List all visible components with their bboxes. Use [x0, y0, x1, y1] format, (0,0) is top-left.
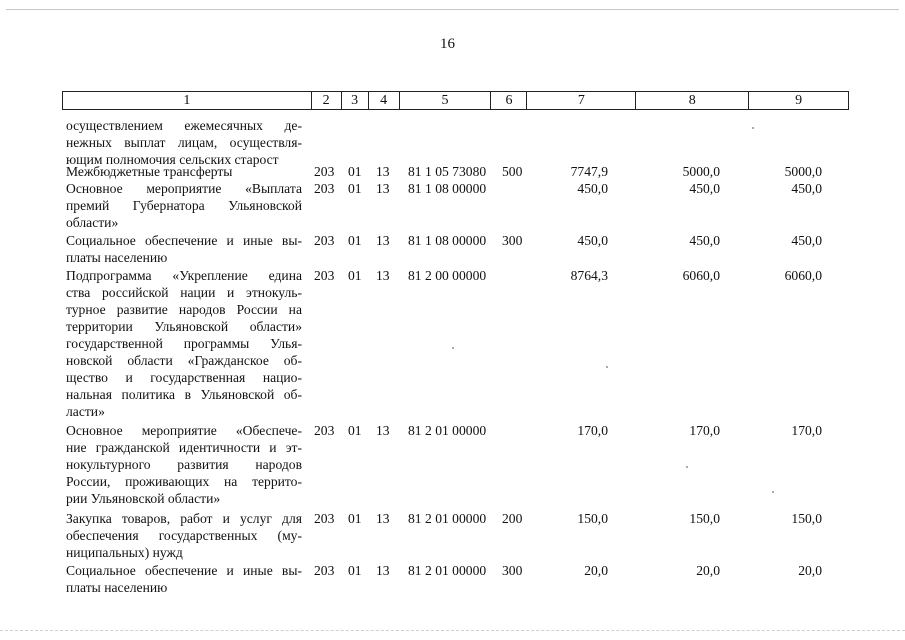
header-col-3: 3	[342, 92, 369, 109]
cell-c5: 81 2 01 00000	[408, 563, 487, 578]
row-name-line: обеспечения государственных (му-	[66, 528, 302, 543]
row-name-line: Социальное обеспечение и иные вы-	[66, 233, 302, 248]
header-col-1: 1	[63, 92, 312, 109]
bottom-rule	[0, 630, 905, 631]
cell-c7: 170,0	[577, 423, 608, 438]
cell-c3: 01	[348, 164, 362, 179]
cell-c4: 13	[376, 423, 390, 438]
cell-c9: 6060,0	[784, 268, 822, 283]
cell-c9: 450,0	[791, 181, 822, 196]
scan-speck	[452, 347, 454, 349]
row-name-line: турное развитие народов России на	[66, 302, 302, 317]
cell-c4: 13	[376, 181, 390, 196]
cell-c8: 6060,0	[682, 268, 720, 283]
cell-c3: 01	[348, 268, 362, 283]
row-name-line: государственной программы Улья-	[66, 336, 302, 351]
cell-c7: 7747,9	[570, 164, 608, 179]
cell-c5: 81 2 00 00000	[408, 268, 487, 283]
row-name-line: новской области «Гражданское об-	[66, 353, 302, 368]
cell-c3: 01	[348, 563, 362, 578]
cell-c8: 170,0	[689, 423, 720, 438]
cell-c5: 81 2 01 00000	[408, 511, 487, 526]
header-col-6: 6	[491, 92, 527, 109]
row-name-line: Социальное обеспечение и иные вы-	[66, 563, 302, 578]
row-name	[66, 232, 302, 266]
cell-c9: 450,0	[791, 233, 822, 248]
row-name-line: нальная политика в Ульяновской об-	[66, 387, 302, 402]
cell-c4: 13	[376, 563, 390, 578]
cell-c9: 170,0	[791, 423, 822, 438]
header-col-9: 9	[749, 92, 849, 109]
cell-c9: 5000,0	[784, 164, 822, 179]
row-name-line: нокультурного развития народов	[66, 457, 302, 472]
cell-c7: 150,0	[577, 511, 608, 526]
cell-c8: 450,0	[689, 233, 720, 248]
cell-c2: 203	[314, 563, 335, 578]
row-name	[66, 422, 302, 507]
row-name-line: ющим полномочия сельских старост	[66, 152, 279, 167]
row-name-line: Межбюджетные трансферты	[66, 164, 233, 179]
table-header	[62, 91, 849, 110]
scan-speck	[752, 127, 754, 129]
cell-c5: 81 1 08 00000	[408, 233, 487, 248]
cell-c6: 300	[502, 563, 523, 578]
scan-speck	[606, 366, 608, 368]
row-name	[66, 163, 302, 180]
page-number: 16	[440, 36, 455, 52]
row-name	[66, 510, 302, 561]
cell-c6: 300	[502, 233, 523, 248]
cell-c3: 01	[348, 233, 362, 248]
cell-c8: 5000,0	[682, 164, 720, 179]
row-name-line: осуществлением ежемесячных де-	[66, 118, 302, 133]
row-name-line: области»	[66, 215, 119, 230]
row-name	[66, 562, 302, 596]
row-name-line: нежных выплат лицам, осуществля-	[66, 135, 302, 150]
cell-c4: 13	[376, 268, 390, 283]
cell-c5: 81 2 01 00000	[408, 423, 487, 438]
row-name-line: Основное мероприятие «Обеспече-	[66, 423, 302, 438]
cell-c3: 01	[348, 423, 362, 438]
cell-c4: 13	[376, 164, 390, 179]
row-name-line: платы населению	[66, 580, 168, 595]
cell-c3: 01	[348, 181, 362, 196]
row-name	[66, 267, 302, 420]
cell-c3: 01	[348, 511, 362, 526]
row-name-line: Основное мероприятие «Выплата	[66, 181, 302, 196]
header-col-2: 2	[312, 92, 342, 109]
header-col-8: 8	[636, 92, 749, 109]
row-name-line: ниципальных) нужд	[66, 545, 183, 560]
scan-speck	[772, 491, 774, 493]
cell-c4: 13	[376, 511, 390, 526]
cell-c9: 150,0	[791, 511, 822, 526]
cell-c5: 81 1 08 00000	[408, 181, 487, 196]
cell-c5: 81 1 05 73080	[408, 164, 487, 179]
row-name-line: ние гражданской идентичности и эт-	[66, 440, 302, 455]
scan-speck	[686, 466, 688, 468]
cell-c2: 203	[314, 423, 335, 438]
row-name	[66, 180, 302, 231]
cell-c4: 13	[376, 233, 390, 248]
row-name-line: территории Ульяновской области»	[66, 319, 302, 334]
header-col-5: 5	[400, 92, 492, 109]
row-name	[66, 117, 302, 168]
top-rule	[6, 9, 899, 10]
cell-c8: 20,0	[696, 563, 720, 578]
cell-c2: 203	[314, 511, 335, 526]
cell-c2: 203	[314, 233, 335, 248]
cell-c8: 150,0	[689, 511, 720, 526]
cell-c2: 203	[314, 164, 335, 179]
row-name-line: Закупка товаров, работ и услуг для	[66, 511, 302, 526]
cell-c2: 203	[314, 268, 335, 283]
cell-c6: 200	[502, 511, 523, 526]
cell-c7: 450,0	[577, 233, 608, 248]
cell-c2: 203	[314, 181, 335, 196]
row-name-line: платы населению	[66, 250, 168, 265]
header-col-4: 4	[369, 92, 400, 109]
cell-c8: 450,0	[689, 181, 720, 196]
cell-c7: 8764,3	[570, 268, 608, 283]
cell-c7: 450,0	[577, 181, 608, 196]
header-col-7: 7	[527, 92, 636, 109]
row-name-line: ства российской нации и этнокуль-	[66, 285, 302, 300]
cell-c6: 500	[502, 164, 523, 179]
cell-c7: 20,0	[584, 563, 608, 578]
row-name-line: России, проживающих на террито-	[66, 474, 302, 489]
cell-c9: 20,0	[798, 563, 822, 578]
row-name-line: ласти»	[66, 404, 105, 419]
row-name-line: премий Губернатора Ульяновской	[66, 198, 302, 213]
row-name-line: Подпрограмма «Укрепление едина	[66, 268, 302, 283]
row-name-line: щество и государственная нацио-	[66, 370, 302, 385]
row-name-line: рии Ульяновской области»	[66, 491, 221, 506]
